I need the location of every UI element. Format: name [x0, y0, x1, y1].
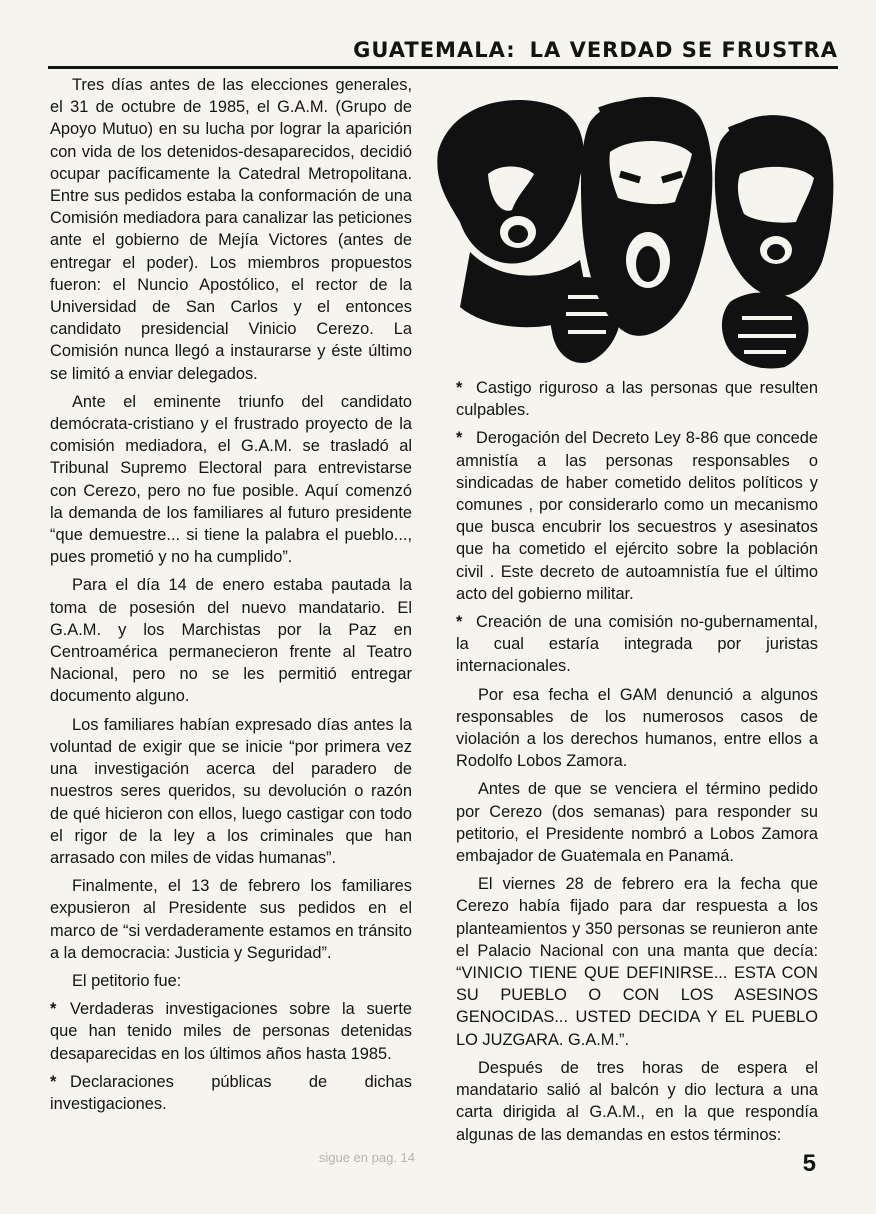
- paragraph: El petitorio fue:: [72, 971, 182, 990]
- title-headline: LA VERDAD SE FRUSTRA: [529, 38, 838, 62]
- left-column: [50, 74, 412, 1121]
- paragraph: Por esa fecha el GAM denunció a algunos responsables de los numerosos casos de violación a los derechos humanos, entre ellos a Rodolfo Lobos Zamora.: [456, 685, 818, 771]
- page-header: [48, 34, 838, 69]
- title-country: GUATEMALA:: [353, 38, 516, 62]
- petition-item: * Declaraciones públicas de dichas investigaciones.: [50, 1072, 412, 1113]
- petition-item: * Verdaderas investigaciones sobre la suerte que han tenido miles de personas detenidas desaparecidas en los últimos años hasta 1985.: [50, 1000, 412, 1063]
- paragraph: Ante el eminente triunfo del candidato demócrata-cristiano y el frustrado proyecto de la comisión mediadora, el G.A.M. se trasladó al Tribunal Supremo Electoral para entrevistarse con Cerezo, pero no fue posible. Aquí comenzó la demanda de los familiares al futuro presidente “que demuestre... si tiene la palabra el pueblo..., pues prometió y no ha cumplido”.: [50, 392, 412, 567]
- paragraph: Tres días antes de las elecciones generales, el 31 de octubre de 1985, el G.A.M. (Grupo de Apoyo Mutuo) en su lucha por lograr la aparición con vida de los detenidos-desaparecidos, decidió ocupar pacíficamente la Catedral Metropolitana. Entre sus pedidos estaba la conformación de una Comisión mediadora para canalizar las peticiones ante el gobierno de Mejía Victores (antes de entregar el poder). Los miembros propuestos fueron: el Nuncio Apostólico, el rector de la Universidad de San Carlos y el entonces candidato presidencial Vinicio Cerezo. La Comisión nunca llegó a instaurarse y éste último se limitó a enviar delegados.: [50, 76, 412, 383]
- petition-item: * Castigo riguroso a las personas que resulten culpables.: [456, 379, 818, 420]
- bleed-through-note: sigue en pag. 14: [318, 1150, 415, 1165]
- petition-item: * Creación de una comisión no-gubernamental, la cual estaría integrada por juristas internacionales.: [456, 613, 818, 676]
- paragraph: Para el día 14 de enero estaba pautada la toma de posesión del nuevo mandatario. El G.A.M. y los Marchistas por la Paz en Centroamérica permanecieron frente al Teatro Nacional, pero no se les permitió entregar documento alguno.: [50, 576, 412, 706]
- paragraph: Antes de que se venciera el término pedido por Cerezo (dos semanas) para responder su petitorio, el Presidente nombró a Lobos Zamora embajador de Guatemala en Panamá.: [456, 780, 818, 866]
- protest-illustration: [430, 82, 838, 370]
- paragraph: Los familiares habían expresado días antes la voluntad de exigir que se inicie “por primera vez una investigación acerca del paradero de nuestros seres queridos, su devolución o razón de qué hicieron con ellos, luego castigar con todo el rigor de la ley a los criminales que han arrasado con miles de vidas humanas”.: [50, 715, 412, 867]
- paragraph: El viernes 28 de febrero era la fecha que Cerezo había fijado para dar respuesta a los planteamientos y 350 personas se reunieron ante el Palacio Nacional con una manta que decía: “VINICIO TIENE QUE DEFINIRSE... ESTA CON SU PUEBLO O CON LOS ASESINOS GENOCIDAS... USTED DECIDA Y EL PUEBLO LO JUZGARA. G.A.M.”.: [456, 875, 818, 1049]
- page-number: 5: [802, 1150, 816, 1177]
- paragraph: Finalmente, el 13 de febrero los familiares expusieron al Presidente sus pedidos en el marco de “si verdaderamente estamos en tránsito a la democracia: Justicia y Seguridad”.: [50, 877, 412, 962]
- asterisk-icon: *: [456, 429, 463, 448]
- three-screaming-faces-raised-fists-icon: [430, 82, 838, 370]
- right-column: [456, 377, 818, 1152]
- paragraph: Después de tres horas de espera el mandatario salió al balcón y dio lectura a una carta dirigida al G.A.M., en la que respondía algunas de las demandas en estos términos:: [456, 1058, 818, 1144]
- asterisk-icon: *: [456, 379, 463, 397]
- asterisk-icon: *: [50, 1072, 57, 1091]
- asterisk-icon: *: [456, 613, 463, 632]
- asterisk-icon: *: [50, 1000, 57, 1019]
- petition-item: * Derogación del Decreto Ley 8-86 que concede amnistía a las personas responsables o sindicadas de haber cometido delitos políticos y comunes , por considerarlo como un mecanismo que busca encubrir los secuestros y asesinatos que ha cometido el ejército sobre la población civil . Este decreto de autoamnistía fue el último acto del gobierno militar.: [456, 429, 818, 603]
- page-title: [353, 38, 838, 62]
